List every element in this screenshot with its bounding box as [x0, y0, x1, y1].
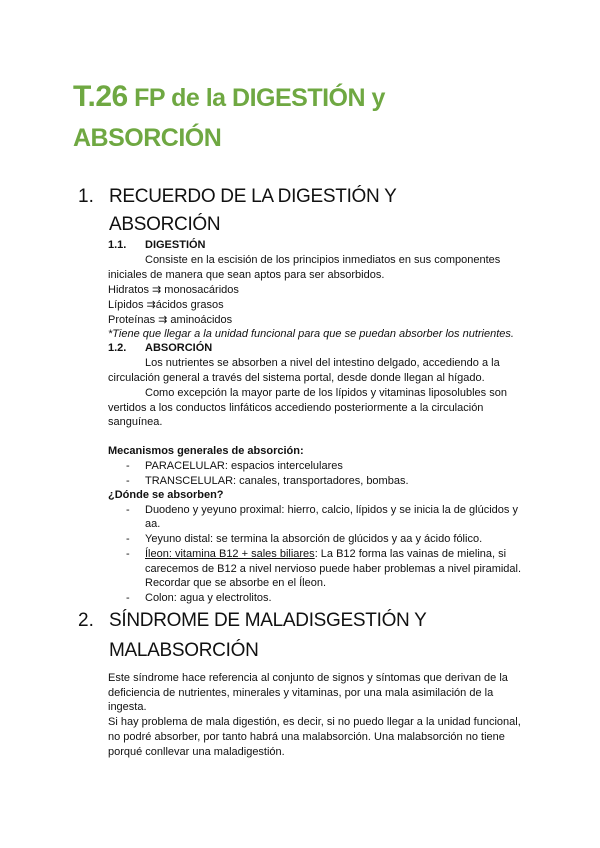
- subsection-1-2-number: 1.2.: [108, 342, 127, 354]
- section-2-title-line2: MALABSORCIÓN: [109, 640, 259, 661]
- donde-item-1-line2: aa.: [145, 518, 161, 530]
- donde-item-1-line1: Duodeno y yeyuno proximal: hierro, calcio, lípidos y se inicia la de glúcidos y: [145, 504, 518, 516]
- donde-item-3-line2: carecemos de B12 a nivel nervioso puede haber problemas a nivel piramidal.: [145, 563, 522, 575]
- donde-item-3-line1: [145, 547, 506, 562]
- mecanismos-heading: Mecanismos generales de absorción:: [108, 445, 304, 457]
- donde-item-2: Yeyuno distal: se termina la absorción de glúcidos y aa y ácido fólico.: [145, 533, 483, 545]
- subsection-1-1-title: DIGESTIÓN: [145, 239, 206, 251]
- sindrome-p1-line2: deficiencia de nutrientes, minerales y vitaminas, por una mala asimilación de la: [108, 687, 494, 699]
- digestion-list-item: Hidratos ⇉ monosacáridos: [108, 284, 239, 296]
- absorcion-p1-line1: Los nutrientes se absorben a nivel del intestino delgado, accediendo a la: [145, 357, 500, 369]
- mecanismos-item: TRANSCELULAR: canales, transportadores, bombas.: [145, 475, 409, 487]
- title-text: FP de la DIGESTIÓN y: [127, 84, 385, 112]
- list-dash: -: [126, 475, 130, 487]
- absorcion-p2-line1: Como excepción la mayor parte de los lípidos y vitaminas liposolubles son: [145, 387, 507, 399]
- list-dash: -: [126, 548, 130, 560]
- donde-item-4: Colon: agua y electrolitos.: [145, 592, 272, 604]
- sindrome-p2-line3: porqué conllevar una maladigestión.: [108, 746, 285, 758]
- document-title-line2: ABSORCIÓN: [73, 124, 222, 152]
- digestion-list-item: Proteínas ⇉ aminoácidos: [108, 314, 233, 326]
- absorcion-p2-line2: vertidos a los conductos linfáticos accediendo posteriormente a la circulación: [108, 402, 484, 414]
- list-dash: -: [126, 592, 130, 604]
- digestion-paragraph-line1: Consiste en la escisión de los principios inmediatos en sus componentes: [145, 254, 501, 266]
- section-2-number: 2.: [78, 610, 94, 631]
- section-2-title-line1: SÍNDROME DE MALADISGESTIÓN Y: [109, 610, 427, 631]
- donde-heading: ¿Dónde se absorben?: [108, 489, 224, 501]
- digestion-note: *Tiene que llegar a la unidad funcional para que se puedan absorber los nutrientes.: [108, 328, 514, 340]
- section-1-title-line1: RECUERDO DE LA DIGESTIÓN Y: [109, 186, 397, 207]
- ileon-underlined: Íleon: vitamina B12 + sales biliares: [145, 548, 315, 560]
- digestion-paragraph-line2: iniciales de manera que sean aptos para ser absorbidos.: [108, 269, 385, 281]
- section-1-number: 1.: [78, 186, 94, 207]
- document-title-line1: [73, 80, 385, 114]
- absorcion-p2-line3: sanguínea.: [108, 416, 163, 428]
- ileon-rest: : La B12 forma las vainas de mielina, si: [314, 548, 507, 560]
- absorcion-p1-line2: circulación general a través del sistema portal, desde donde llegan al hígado.: [108, 372, 485, 384]
- sindrome-p1-line3: ingesta.: [108, 701, 147, 713]
- digestion-list-item: Lípidos ⇉ácidos grasos: [108, 299, 224, 311]
- list-dash: -: [126, 504, 130, 516]
- subsection-1-2-title: ABSORCIÓN: [145, 342, 213, 354]
- list-dash: -: [126, 460, 130, 472]
- list-dash: -: [126, 533, 130, 545]
- topic-number: T.26: [73, 80, 128, 113]
- mecanismos-item: PARACELULAR: espacios intercelulares: [145, 460, 343, 472]
- sindrome-p1-line1: Este síndrome hace referencia al conjunto de signos y síntomas que derivan de la: [108, 672, 508, 684]
- subsection-1-1-number: 1.1.: [108, 239, 127, 251]
- section-1-title-line2: ABSORCIÓN: [109, 214, 221, 235]
- sindrome-p2-line1: Si hay problema de mala digestión, es decir, si no puedo llegar a la unidad funcional,: [108, 716, 521, 728]
- donde-item-3-line3: Recordar que se absorbe en el Íleon.: [145, 577, 327, 589]
- sindrome-p2-line2: no podré absorber, por tanto habrá una malabsorción. Una malabsorción no tiene: [108, 731, 505, 743]
